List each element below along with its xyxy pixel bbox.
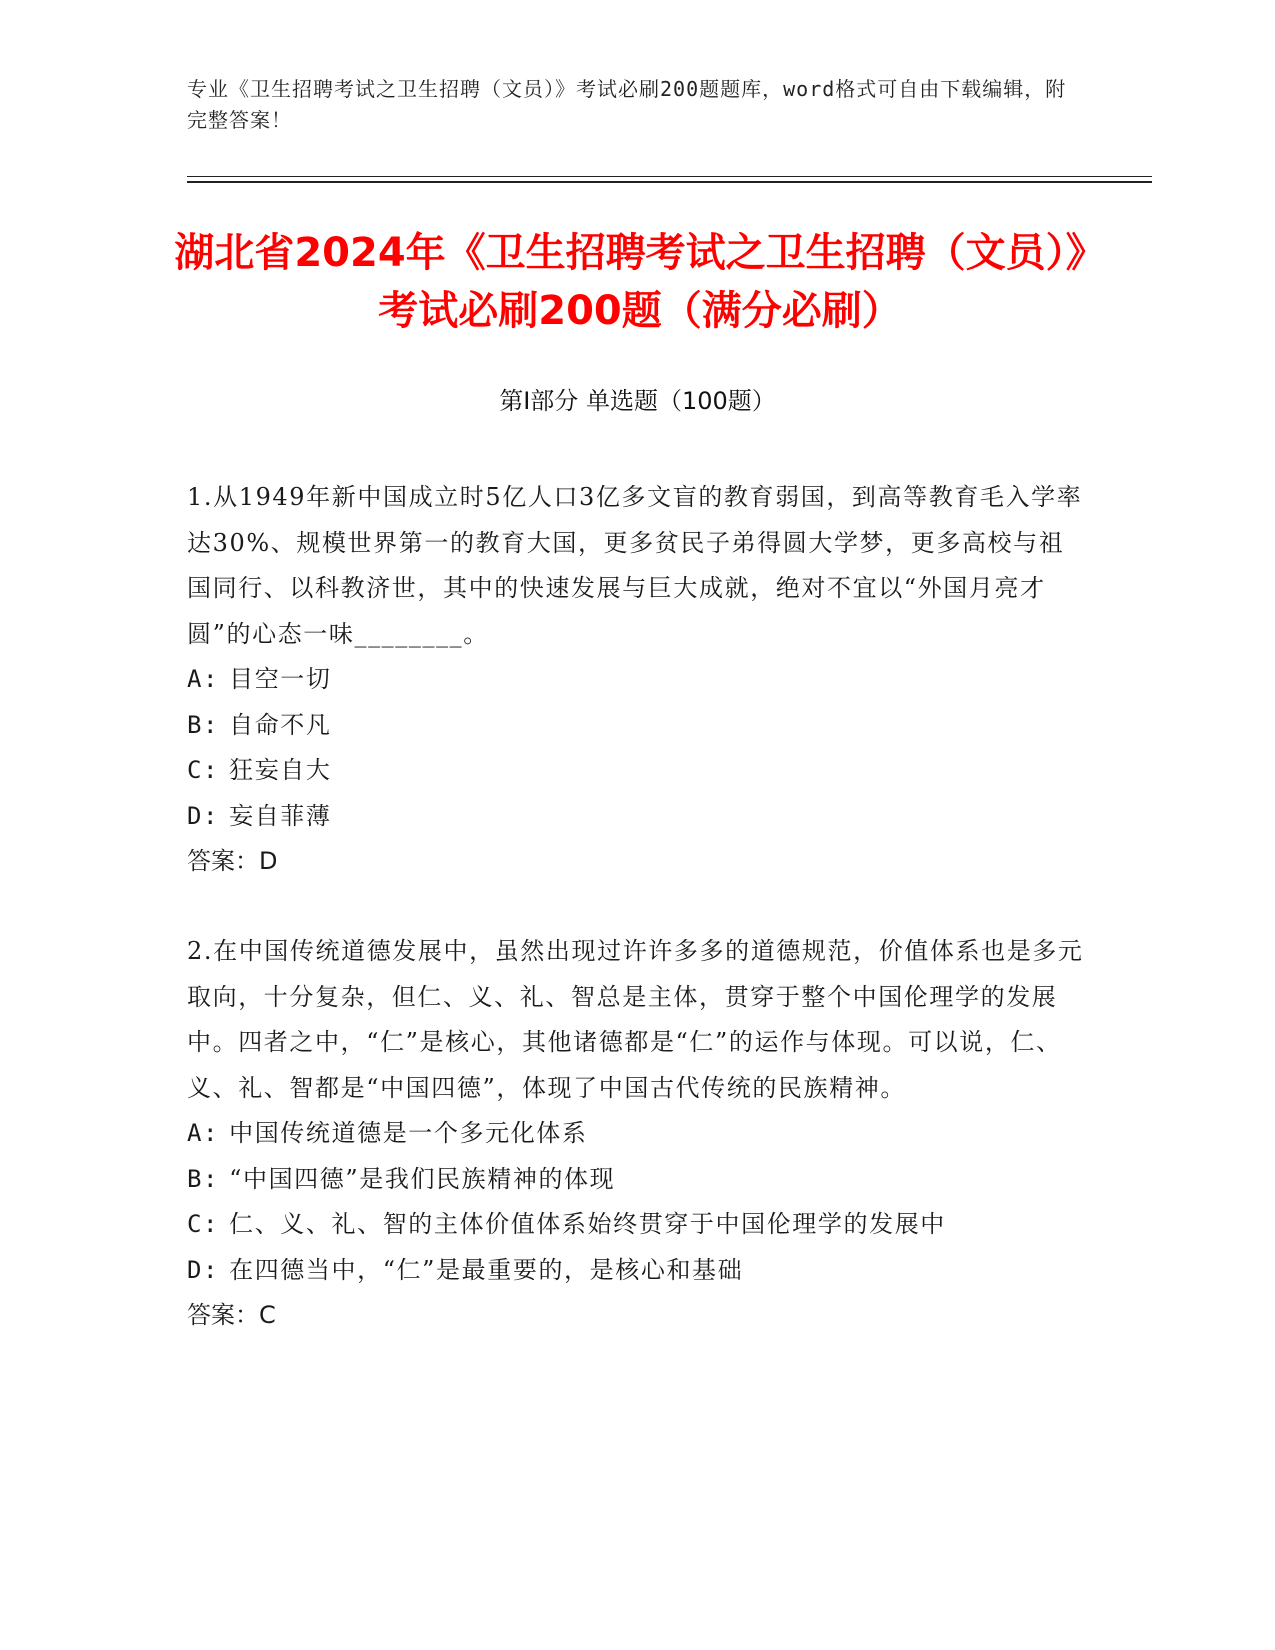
option-d bbox=[187, 794, 1087, 840]
answer-line: 答案：C bbox=[187, 1301, 276, 1329]
option-d bbox=[187, 1248, 1087, 1294]
option-a bbox=[187, 1111, 1087, 1157]
answer-line: 答案：D bbox=[187, 847, 278, 875]
option-key: A: bbox=[187, 1119, 220, 1147]
question-stem: 1.从1949年新中国成立时5亿人口3亿多文盲的教育弱国，到高等教育毛入学率达30%、规模世界第一的教育大国，更多贫民子弟得圆大学梦，更多高校与祖国同行、以科教济世，其中的快速发展与巨大成就，绝对不宜以“外国月亮才圆”的心态一味________。 bbox=[187, 483, 1083, 648]
header-rule-thin bbox=[187, 176, 1152, 177]
option-text: 狂妄自大 bbox=[229, 756, 332, 784]
question-2 bbox=[187, 929, 1087, 1339]
option-text: 仁、义、礼、智的主体价值体系始终贯穿于中国伦理学的发展中 bbox=[229, 1210, 946, 1238]
section-title: 第I部分 单选题（100题） bbox=[499, 387, 776, 415]
option-key: B: bbox=[187, 1164, 220, 1193]
option-c bbox=[187, 748, 1087, 794]
option-key: C: bbox=[187, 1210, 220, 1238]
question-1 bbox=[187, 475, 1087, 885]
option-key: D: bbox=[187, 1255, 220, 1284]
option-a bbox=[187, 657, 1087, 703]
header-rule-thick bbox=[187, 181, 1152, 183]
option-b bbox=[187, 703, 1087, 749]
document-title: 湖北省2024年《卫生招聘考试之卫生招聘（文员）》考试必刷200题（满分必刷） bbox=[174, 230, 1106, 334]
option-c bbox=[187, 1202, 1087, 1248]
option-text: 自命不凡 bbox=[229, 710, 332, 739]
option-key: A: bbox=[187, 665, 220, 693]
option-text: 在四德当中，“仁”是最重要的，是核心和基础 bbox=[229, 1255, 744, 1284]
option-b bbox=[187, 1157, 1087, 1203]
option-key: B: bbox=[187, 710, 220, 739]
header-note: 专业《卫生招聘考试之卫生招聘（文员）》考试必刷200题题库，word格式可自由下载编辑，附完整答案！ bbox=[187, 77, 1067, 132]
question-stem: 2.在中国传统道德发展中，虽然出现过许许多多的道德规范，价值体系也是多元取向，十分复杂，但仁、义、礼、智总是主体，贯穿于整个中国伦理学的发展中。四者之中，“仁”是核心，其他诸德都是“仁”的运作与体现。可以说，仁、义、礼、智都是“中国四德”，体现了中国古代传统的民族精神。 bbox=[187, 937, 1084, 1102]
option-key: C: bbox=[187, 756, 220, 784]
option-text: 中国传统道德是一个多元化体系 bbox=[229, 1119, 588, 1147]
option-text: 妄自菲薄 bbox=[229, 801, 332, 830]
option-text: 目空一切 bbox=[229, 665, 332, 693]
option-text: “中国四德”是我们民族精神的体现 bbox=[229, 1164, 616, 1193]
option-key: D: bbox=[187, 801, 220, 830]
